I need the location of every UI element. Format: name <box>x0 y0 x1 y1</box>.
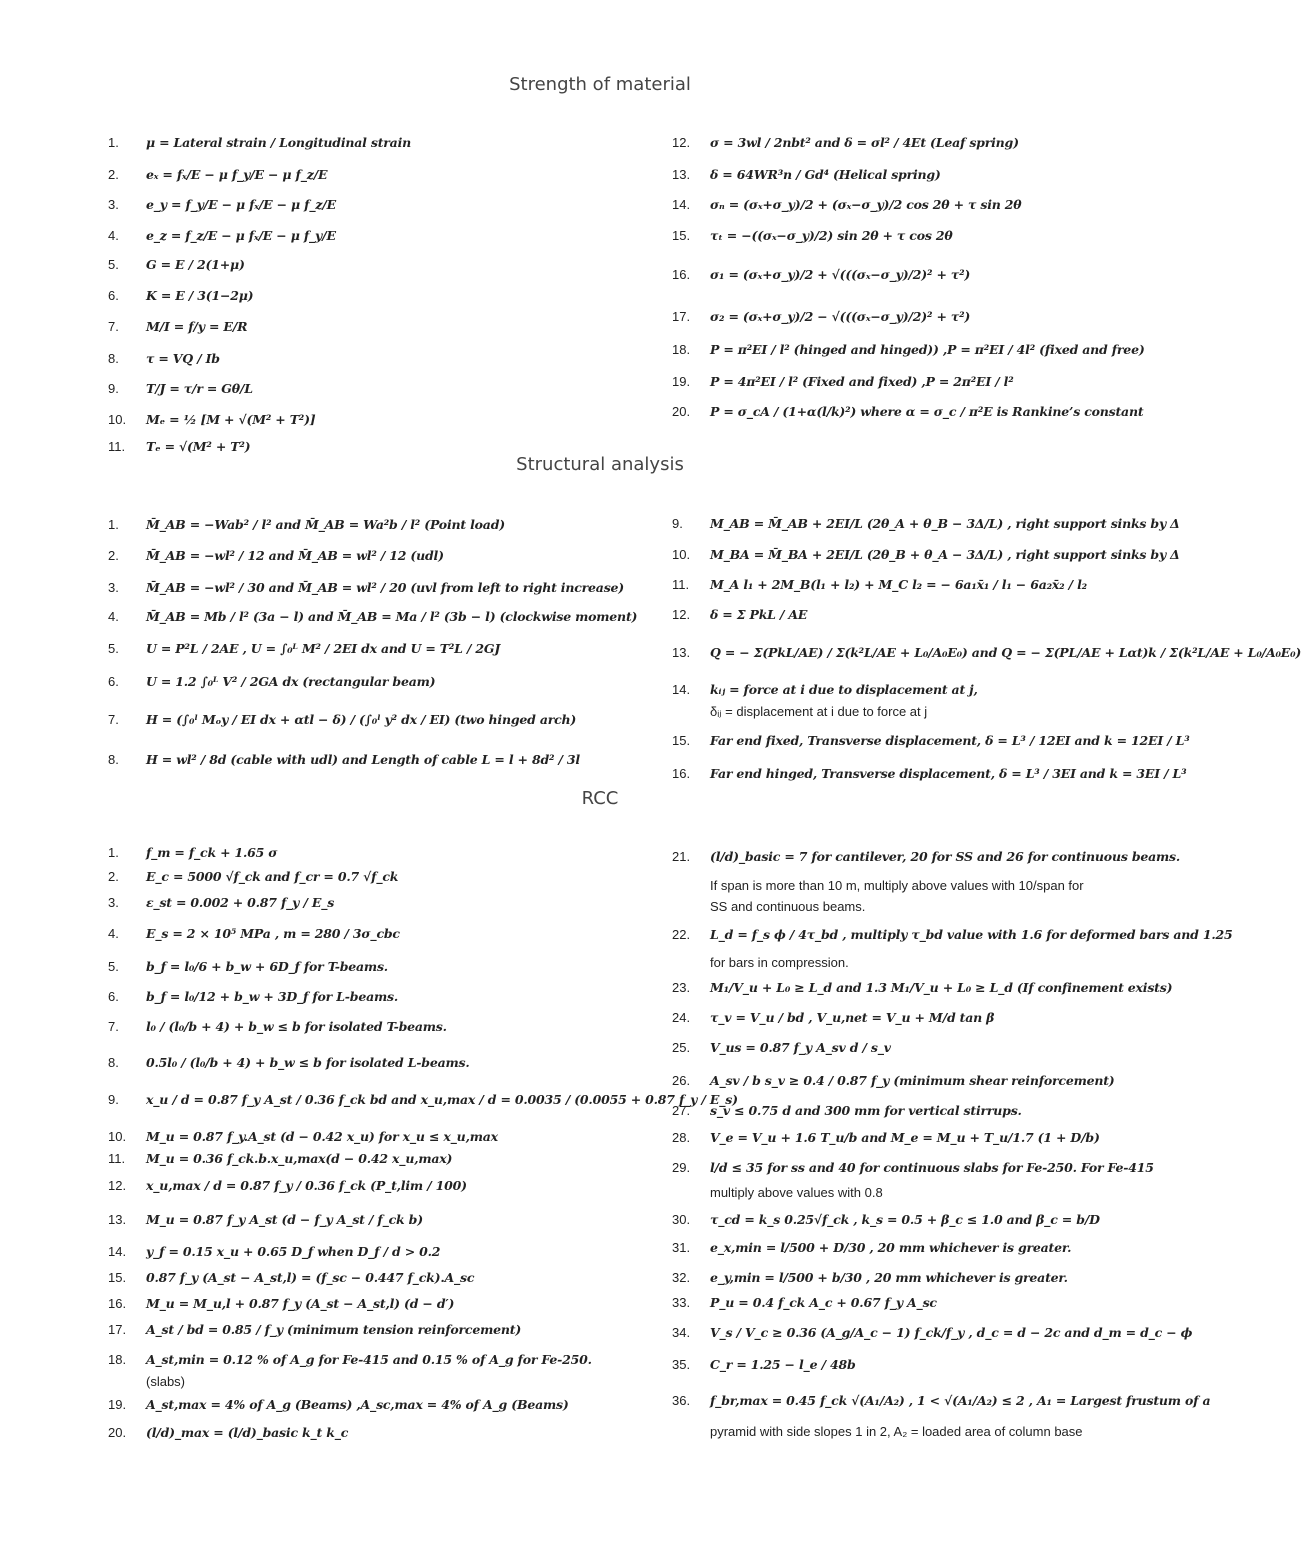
formula-text: σ₁ = (σₓ+σ_y)/2 + √(((σₓ−σ_y)/2)² + τ²) <box>710 267 971 282</box>
formula-number: 6. <box>108 288 119 303</box>
formula-text: σₙ = (σₓ+σ_y)/2 + (σₓ−σ_y)/2 cos 2θ + τ sin 2θ <box>710 197 1022 212</box>
formula-text: f_br,max = 0.45 f_ck √(A₁/A₂) , 1 < √(A₁/A₂) ≤ 2 , A₁ = Largest frustum of a <box>710 1393 1211 1408</box>
formula-number: 14. <box>672 197 691 212</box>
formula-number: 2. <box>108 869 119 884</box>
formula-continuation: for bars in compression. <box>710 955 849 970</box>
formula-text: A_st,max = 4% of A_g (Beams) ,A_sc,max = 4% of A_g (Beams) <box>146 1397 569 1412</box>
formula-text: Far end fixed, Transverse displacement, δ = L³ / 12EI and k = 12EI / L³ <box>710 733 1190 748</box>
formula-number: 6. <box>108 989 119 1004</box>
formula-number: 33. <box>672 1295 691 1310</box>
formula-number: 11. <box>672 577 690 592</box>
formula-number: 13. <box>108 1212 127 1227</box>
formula-text: Q = − Σ(PkL/AE) / Σ(k²L/AE + L₀/A₀E₀) and Q = − Σ(PL/AE + Lαt)k / Σ(k²L/AE + L₀/A₀E₀) <box>710 645 1301 660</box>
formula-number: 19. <box>672 374 691 389</box>
formula-number: 3. <box>108 580 119 595</box>
formula-number: 30. <box>672 1212 691 1227</box>
formula-text: e_z = f_z/E − μ fₓ/E − μ f_y/E <box>146 228 336 243</box>
formula-text: kᵢⱼ = force at i due to displacement at j, <box>710 682 978 697</box>
formula-text: s_v ≤ 0.75 d and 300 mm for vertical stirrups. <box>710 1103 1022 1118</box>
formula-continuation: If span is more than 10 m, multiply above values with 10/span for <box>710 878 1084 893</box>
formula-number: 4. <box>108 926 119 941</box>
formula-number: 10. <box>108 1129 127 1144</box>
formula-text: A_st / bd = 0.85 / f_y (minimum tension reinforcement) <box>146 1322 522 1337</box>
formula-number: 15. <box>672 228 691 243</box>
formula-number: 12. <box>108 1178 127 1193</box>
formula-text: M_u = 0.36 f_ck.b.x_u,max(d − 0.42 x_u,max) <box>146 1151 453 1166</box>
formula-number: 12. <box>672 135 691 150</box>
formula-number: 5. <box>108 959 119 974</box>
formula-text: e_y = f_y/E − μ fₓ/E − μ f_z/E <box>146 197 336 212</box>
formula-text: G = E / 2(1+μ) <box>146 257 245 272</box>
formula-number: 13. <box>672 167 691 182</box>
formula-number: 13. <box>672 645 691 660</box>
formula-text: U = 1.2 ∫₀ᴸ V² / 2GA dx (rectangular beam) <box>146 674 436 689</box>
formula-text: eₓ = fₓ/E − μ f_y/E − μ f_z/E <box>146 167 328 182</box>
formula-number: 11. <box>108 439 126 454</box>
formula-number: 12. <box>672 607 691 622</box>
formula-number: 27. <box>672 1103 691 1118</box>
formula-number: 2. <box>108 167 119 182</box>
formula-text: e_x,min = l/500 + D/30 , 20 mm whichever is greater. <box>710 1240 1072 1255</box>
formula-text: b_f = l₀/12 + b_w + 3D_f for L-beams. <box>146 989 398 1004</box>
formula-number: 1. <box>108 517 119 532</box>
formula-continuation: pyramid with side slopes 1 in 2, A₂ = loaded area of column base <box>710 1424 1083 1439</box>
formula-text: l₀ / (l₀/b + 4) + b_w ≤ b for isolated T-beams. <box>146 1019 447 1034</box>
section-title-strength-of-material: Strength of material <box>509 74 691 95</box>
formula-number: 22. <box>672 927 691 942</box>
formula-number: 31. <box>672 1240 691 1255</box>
formula-text: M_BA = M̄_BA + 2EI/L (2θ_B + θ_A − 3Δ/L) , right support sinks by Δ <box>710 547 1180 562</box>
formula-text: U = P²L / 2AE , U = ∫₀ᴸ M² / 2EI dx and U = T²L / 2GJ <box>146 641 501 656</box>
formula-number: 15. <box>672 733 691 748</box>
formula-continuation: multiply above values with 0.8 <box>710 1185 883 1200</box>
formula-number: 35. <box>672 1357 691 1372</box>
formula-text: H = wl² / 8d (cable with udl) and Length of cable L = l + 8d² / 3l <box>146 752 580 767</box>
formula-number: 32. <box>672 1270 691 1285</box>
formula-text: M_A l₁ + 2M_B(l₁ + l₂) + M_C l₂ = − 6a₁x̄₁ / l₁ − 6a₂x̄₂ / l₂ <box>710 577 1087 592</box>
formula-number: 15. <box>108 1270 127 1285</box>
formula-number: 21. <box>672 849 691 864</box>
formula-number: 3. <box>108 197 119 212</box>
formula-number: 8. <box>108 1055 119 1070</box>
formula-text: E_s = 2 × 10⁵ MPa , m = 280 / 3σ_cbc <box>146 926 400 941</box>
formula-text: M_u = 0.87 f_y.A_st (d − 0.42 x_u) for x_u ≤ x_u,max <box>146 1129 498 1144</box>
formula-continuation: δᵢⱼ = displacement at i due to force at j <box>710 704 928 719</box>
formula-number: 18. <box>672 342 691 357</box>
formula-number: 6. <box>108 674 119 689</box>
formula-text: V_e = V_u + 1.6 T_u/b and M_e = M_u + T_u/1.7 (1 + D/b) <box>710 1130 1100 1145</box>
formula-text: E_c = 5000 √f_ck and f_cr = 0.7 √f_ck <box>146 869 399 884</box>
formula-continuation: SS and continuous beams. <box>710 899 866 914</box>
formula-number: 10. <box>108 412 127 427</box>
formula-number: 17. <box>108 1322 127 1337</box>
formula-continuation: (slabs) <box>146 1374 186 1389</box>
formula-number: 25. <box>672 1040 691 1055</box>
formula-number: 19. <box>108 1397 127 1412</box>
formula-number: 7. <box>108 1019 119 1034</box>
formula-text: x_u / d = 0.87 f_y A_st / 0.36 f_ck bd and x_u,max / d = 0.0035 / (0.0055 + 0.87 f_y / E_s) <box>146 1092 738 1107</box>
formula-number: 9. <box>108 381 119 396</box>
formula-number: 8. <box>108 752 119 767</box>
section-title-structural-analysis: Structural analysis <box>516 454 684 475</box>
formula-text: M/I = f/y = E/R <box>146 319 248 334</box>
formula-text: P_u = 0.4 f_ck A_c + 0.67 f_y A_sc <box>710 1295 937 1310</box>
formula-text: τ_cd = k_s 0.25√f_ck , k_s = 0.5 + β_c ≤ 1.0 and β_c = b/D <box>710 1212 1100 1227</box>
formula-text: δ = Σ PkL / AE <box>710 607 808 622</box>
formula-text: y_f = 0.15 x_u + 0.65 D_f when D_f / d > 0.2 <box>146 1244 441 1259</box>
formula-number: 11. <box>108 1151 126 1166</box>
formula-text: σ = 3wl / 2nbt² and δ = σl² / 4Et (Leaf spring) <box>710 135 1019 150</box>
formula-number: 16. <box>672 766 691 781</box>
formula-number: 7. <box>108 712 119 727</box>
formula-text: M̄_AB = −wl² / 30 and M̄_AB = wl² / 20 (uvl from left to right increase) <box>146 580 624 595</box>
formula-text: A_sv / b s_v ≥ 0.4 / 0.87 f_y (minimum shear reinforcement) <box>710 1073 1115 1088</box>
formula-number: 16. <box>108 1296 127 1311</box>
formula-text: P = σ_cA / (1+α(l/k)²) where α = σ_c / π²E is Rankine’s constant <box>710 404 1144 419</box>
formula-number: 9. <box>672 516 683 531</box>
formula-number: 9. <box>108 1092 119 1107</box>
formula-number: 28. <box>672 1130 691 1145</box>
formula-text: l/d ≤ 35 for ss and 40 for continuous slabs for Fe-250. For Fe-415 <box>710 1160 1154 1175</box>
formula-number: 34. <box>672 1325 691 1340</box>
formula-text: Tₑ = √(M² + T²) <box>146 439 251 454</box>
formula-text: 0.5l₀ / (l₀/b + 4) + b_w ≤ b for isolated L-beams. <box>146 1055 470 1070</box>
formula-text: A_st,min = 0.12 % of A_g for Fe-415 and 0.15 % of A_g for Fe-250. <box>146 1352 592 1367</box>
formula-number: 4. <box>108 609 119 624</box>
formula-text: (l/d)_basic = 7 for cantilever, 20 for SS and 26 for continuous beams. <box>710 849 1181 864</box>
formula-text: e_y,min = l/500 + b/30 , 20 mm whichever is greater. <box>710 1270 1068 1285</box>
formula-text: M_u = 0.87 f_y A_st (d − f_y A_st / f_ck b) <box>146 1212 423 1227</box>
formula-text: 0.87 f_y (A_st − A_st,l) = (f_sc − 0.447 f_ck).A_sc <box>146 1270 475 1285</box>
formula-text: Mₑ = ½ [M + √(M² + T²)] <box>146 412 316 427</box>
formula-number: 4. <box>108 228 119 243</box>
formula-text: M_AB = M̄_AB + 2EI/L (2θ_A + θ_B − 3Δ/L) , right support sinks by Δ <box>710 516 1180 531</box>
formula-number: 1. <box>108 135 119 150</box>
formula-number: 18. <box>108 1352 127 1367</box>
formula-number: 24. <box>672 1010 691 1025</box>
formula-text: P = 4π²EI / l² (Fixed and fixed) ,P = 2π²EI / l² <box>710 374 1014 389</box>
formula-number: 14. <box>108 1244 127 1259</box>
formula-text: C_r = 1.25 − l_e / 48b <box>710 1357 856 1372</box>
formula-text: M̄_AB = −Wab² / l² and M̄_AB = Wa²b / l² (Point load) <box>146 517 505 532</box>
formula-number: 3. <box>108 895 119 910</box>
formula-text: δ = 64WR³n / Gd⁴ (Helical spring) <box>710 167 941 182</box>
formula-number: 20. <box>108 1425 127 1440</box>
formula-text: μ = Lateral strain / Longitudinal strain <box>146 135 412 150</box>
formula-number: 23. <box>672 980 691 995</box>
formula-number: 10. <box>672 547 691 562</box>
formula-text: L_d = f_s ϕ / 4τ_bd , multiply τ_bd value with 1.6 for deformed bars and 1.25 <box>710 927 1233 942</box>
formula-text: H = (∫₀ˡ Mₒy / EI dx + αtl − δ) / (∫₀ˡ y² dx / EI) (two hinged arch) <box>146 712 577 727</box>
formula-text: τₜ = −((σₓ−σ_y)/2) sin 2θ + τ cos 2θ <box>710 228 953 243</box>
formula-number: 8. <box>108 351 119 366</box>
formula-text: V_us = 0.87 f_y A_sv d / s_v <box>710 1040 891 1055</box>
formula-text: M̄_AB = −wl² / 12 and M̄_AB = wl² / 12 (udl) <box>146 548 444 563</box>
formula-text: τ_v = V_u / bd , V_u,net = V_u + M/d tan β <box>710 1010 995 1025</box>
formula-text: M̄_AB = Mb / l² (3a − l) and M̄_AB = Ma / l² (3b − l) (clockwise moment) <box>146 609 638 624</box>
formula-text: K = E / 3(1−2μ) <box>146 288 254 303</box>
formula-text: ε_st = 0.002 + 0.87 f_y / E_s <box>146 895 335 910</box>
formula-number: 36. <box>672 1393 691 1408</box>
formula-text: V_s / V_c ≥ 0.36 (A_g/A_c − 1) f_ck/f_y , d_c = d − 2c and d_m = d_c − ϕ <box>710 1325 1193 1340</box>
formula-text: Far end hinged, Transverse displacement, δ = L³ / 3EI and k = 3EI / L³ <box>710 766 1187 781</box>
formula-number: 1. <box>108 845 119 860</box>
formula-number: 14. <box>672 682 691 697</box>
formula-text: b_f = l₀/6 + b_w + 6D_f for T-beams. <box>146 959 388 974</box>
formula-text: M₁/V_u + L₀ ≥ L_d and 1.3 M₁/V_u + L₀ ≥ L_d (If confinement exists) <box>710 980 1173 995</box>
section-title-rcc: RCC <box>581 788 619 809</box>
formula-text: σ₂ = (σₓ+σ_y)/2 − √(((σₓ−σ_y)/2)² + τ²) <box>710 309 971 324</box>
formula-number: 29. <box>672 1160 691 1175</box>
formula-text: P = π²EI / l² (hinged and hinged)) ,P = π²EI / 4l² (fixed and free) <box>710 342 1145 357</box>
formula-number: 26. <box>672 1073 691 1088</box>
formula-number: 20. <box>672 404 691 419</box>
formula-text: (l/d)_max = (l/d)_basic k_t k_c <box>146 1425 349 1440</box>
formula-number: 17. <box>672 309 691 324</box>
formula-number: 5. <box>108 257 119 272</box>
formula-number: 5. <box>108 641 119 656</box>
formula-text: τ = VQ / Ib <box>146 351 220 366</box>
formula-text: f_m = f_ck + 1.65 σ <box>146 845 278 860</box>
formula-text: T/J = τ/r = Gθ/L <box>146 381 253 396</box>
formula-text: M_u = M_u,l + 0.87 f_y (A_st − A_st,l) (d − d′) <box>146 1296 455 1311</box>
formula-number: 2. <box>108 548 119 563</box>
formula-number: 16. <box>672 267 691 282</box>
formula-number: 7. <box>108 319 119 334</box>
formula-text: x_u,max / d = 0.87 f_y / 0.36 f_ck (P_t,lim / 100) <box>146 1178 467 1193</box>
